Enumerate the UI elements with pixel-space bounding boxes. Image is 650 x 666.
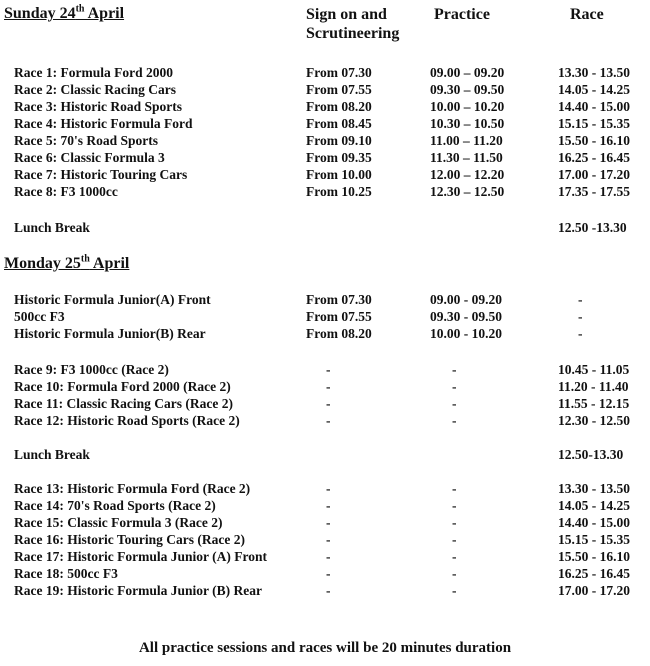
signon-time: - xyxy=(326,583,331,598)
event-name: Race 7: Historic Touring Cars xyxy=(14,167,188,182)
practice-time: - xyxy=(452,481,457,496)
practice-time: - xyxy=(452,362,457,377)
practice-time: 10.30 – 10.50 xyxy=(430,116,505,131)
practice-time: 12.30 – 12.50 xyxy=(430,184,505,199)
table-row xyxy=(0,497,650,514)
lunch-break-row xyxy=(0,219,650,236)
event-name: Race 4: Historic Formula Ford xyxy=(14,116,193,131)
race-time: - xyxy=(578,309,583,324)
table-row xyxy=(0,166,650,183)
practice-time: 11.30 – 11.50 xyxy=(430,150,503,165)
race-time: 12.30 - 12.50 xyxy=(558,413,630,428)
event-name: Historic Formula Junior(A) Front xyxy=(14,292,211,307)
signon-time: - xyxy=(326,413,331,428)
table-row xyxy=(0,480,650,497)
practice-time: - xyxy=(452,549,457,564)
event-name: Race 5: 70's Road Sports xyxy=(14,133,158,148)
event-name: Race 17: Historic Formula Junior (A) Front xyxy=(14,549,267,564)
race-time: 13.30 - 13.50 xyxy=(558,65,630,80)
event-name: Historic Formula Junior(B) Rear xyxy=(14,326,206,341)
table-row xyxy=(0,115,650,132)
practice-time: 09.30 – 09.50 xyxy=(430,82,505,97)
table-row xyxy=(0,395,650,412)
signon-header-line1: Sign on and xyxy=(306,6,387,23)
monday-heading xyxy=(4,255,129,273)
signon-time: From 09.10 xyxy=(306,133,372,148)
table-row xyxy=(0,81,650,98)
event-name: Race 12: Historic Road Sports (Race 2) xyxy=(14,413,240,428)
signon-time: - xyxy=(326,532,331,547)
race-time: 10.45 - 11.05 xyxy=(558,362,630,377)
table-row xyxy=(0,565,650,582)
signon-header-line2: Scrutineering xyxy=(306,25,400,42)
practice-time: 09.00 - 09.20 xyxy=(430,292,502,307)
table-row xyxy=(0,514,650,531)
event-name: Race 10: Formula Ford 2000 (Race 2) xyxy=(14,379,231,394)
table-row xyxy=(0,183,650,200)
table-row xyxy=(0,98,650,115)
table-row xyxy=(0,132,650,149)
signon-time: From 07.30 xyxy=(306,65,372,80)
table-row xyxy=(0,412,650,429)
table-row xyxy=(0,531,650,548)
sunday-heading-ordinal: th xyxy=(75,3,85,15)
event-name: Race 2: Classic Racing Cars xyxy=(14,82,176,97)
signon-time: From 07.55 xyxy=(306,82,372,97)
event-name: Race 11: Classic Racing Cars (Race 2) xyxy=(14,396,233,411)
event-name: Race 1: Formula Ford 2000 xyxy=(14,65,173,80)
race-time: 15.50 - 16.10 xyxy=(558,549,630,564)
race-time: 16.25 - 16.45 xyxy=(558,150,630,165)
table-row xyxy=(0,325,650,342)
table-row xyxy=(0,361,650,378)
practice-time: 10.00 - 10.20 xyxy=(430,326,502,341)
lunch-break-row xyxy=(0,446,650,463)
lunch-break-label: Lunch Break xyxy=(14,447,90,462)
practice-time: - xyxy=(452,498,457,513)
practice-time: - xyxy=(452,566,457,581)
race-time: 13.30 - 13.50 xyxy=(558,481,630,496)
signon-time: - xyxy=(326,379,331,394)
lunch-break-time: 12.50-13.30 xyxy=(558,447,624,462)
event-name: Race 14: 70's Road Sports (Race 2) xyxy=(14,498,216,513)
signon-time: From 08.20 xyxy=(306,326,372,341)
practice-time: - xyxy=(452,532,457,547)
race-time: 14.05 - 14.25 xyxy=(558,498,630,513)
practice-time: 09.30 - 09.50 xyxy=(430,309,502,324)
duration-note: All practice sessions and races will be 20 minutes duration xyxy=(138,640,512,656)
race-time: 15.15 - 15.35 xyxy=(558,116,630,131)
sunday-heading-date: Sunday 24 xyxy=(4,5,76,22)
signon-time: - xyxy=(326,549,331,564)
race-time: 17.35 - 17.55 xyxy=(558,184,630,199)
race-time: 11.20 - 11.40 xyxy=(558,379,629,394)
practice-time: - xyxy=(452,396,457,411)
signon-time: From 10.25 xyxy=(306,184,372,199)
sunday-heading xyxy=(4,5,124,23)
event-name: Race 3: Historic Road Sports xyxy=(14,99,182,114)
signon-time: From 08.45 xyxy=(306,116,372,131)
signon-time: From 09.35 xyxy=(306,150,372,165)
event-name: Race 15: Classic Formula 3 (Race 2) xyxy=(14,515,223,530)
race-time: 15.15 - 15.35 xyxy=(558,532,630,547)
table-row xyxy=(0,582,650,599)
race-time: 16.25 - 16.45 xyxy=(558,566,630,581)
event-name: Race 16: Historic Touring Cars (Race 2) xyxy=(14,532,245,547)
signon-time: From 08.20 xyxy=(306,99,372,114)
event-name: Race 8: F3 1000cc xyxy=(14,184,118,199)
monday-heading-date: Monday 25 xyxy=(4,255,81,272)
practice-time: - xyxy=(452,583,457,598)
monday-heading-month: April xyxy=(89,255,130,272)
table-row xyxy=(0,149,650,166)
practice-header: Practice xyxy=(434,6,490,23)
event-name: Race 13: Historic Formula Ford (Race 2) xyxy=(14,481,251,496)
table-row xyxy=(0,308,650,325)
race-time: - xyxy=(578,326,583,341)
race-time: 11.55 - 12.15 xyxy=(558,396,630,411)
signon-time: - xyxy=(326,566,331,581)
race-time: - xyxy=(578,292,583,307)
table-row xyxy=(0,378,650,395)
event-name: 500cc F3 xyxy=(14,309,65,324)
practice-time: 10.00 – 10.20 xyxy=(430,99,505,114)
practice-time: - xyxy=(452,515,457,530)
race-time: 14.40 - 15.00 xyxy=(558,515,630,530)
event-name: Race 6: Classic Formula 3 xyxy=(14,150,165,165)
signon-time: - xyxy=(326,396,331,411)
race-time: 17.00 - 17.20 xyxy=(558,583,630,598)
sunday-heading-month: April xyxy=(84,5,125,22)
signon-time: From 07.55 xyxy=(306,309,372,324)
race-time: 14.05 - 14.25 xyxy=(558,82,630,97)
practice-time: 09.00 – 09.20 xyxy=(430,65,505,80)
signon-time: - xyxy=(326,362,331,377)
signon-time: - xyxy=(326,515,331,530)
signon-time: From 07.30 xyxy=(306,292,372,307)
event-name: Race 19: Historic Formula Junior (B) Rear xyxy=(14,583,262,598)
table-row xyxy=(0,548,650,565)
lunch-break-label: Lunch Break xyxy=(14,220,90,235)
race-time: 17.00 - 17.20 xyxy=(558,167,630,182)
table-row xyxy=(0,64,650,81)
signon-time: - xyxy=(326,498,331,513)
practice-time: 12.00 – 12.20 xyxy=(430,167,505,182)
event-name: Race 9: F3 1000cc (Race 2) xyxy=(14,362,169,377)
race-header: Race xyxy=(570,6,604,23)
lunch-break-time: 12.50 -13.30 xyxy=(558,220,627,235)
practice-time: 11.00 – 11.20 xyxy=(430,133,503,148)
monday-heading-ordinal: th xyxy=(80,253,90,265)
event-name: Race 18: 500cc F3 xyxy=(14,566,118,581)
race-time: 14.40 - 15.00 xyxy=(558,99,630,114)
table-row xyxy=(0,291,650,308)
practice-time: - xyxy=(452,413,457,428)
signon-time: From 10.00 xyxy=(306,167,372,182)
signon-header xyxy=(306,5,399,43)
race-time: 15.50 - 16.10 xyxy=(558,133,630,148)
practice-time: - xyxy=(452,379,457,394)
signon-time: - xyxy=(326,481,331,496)
